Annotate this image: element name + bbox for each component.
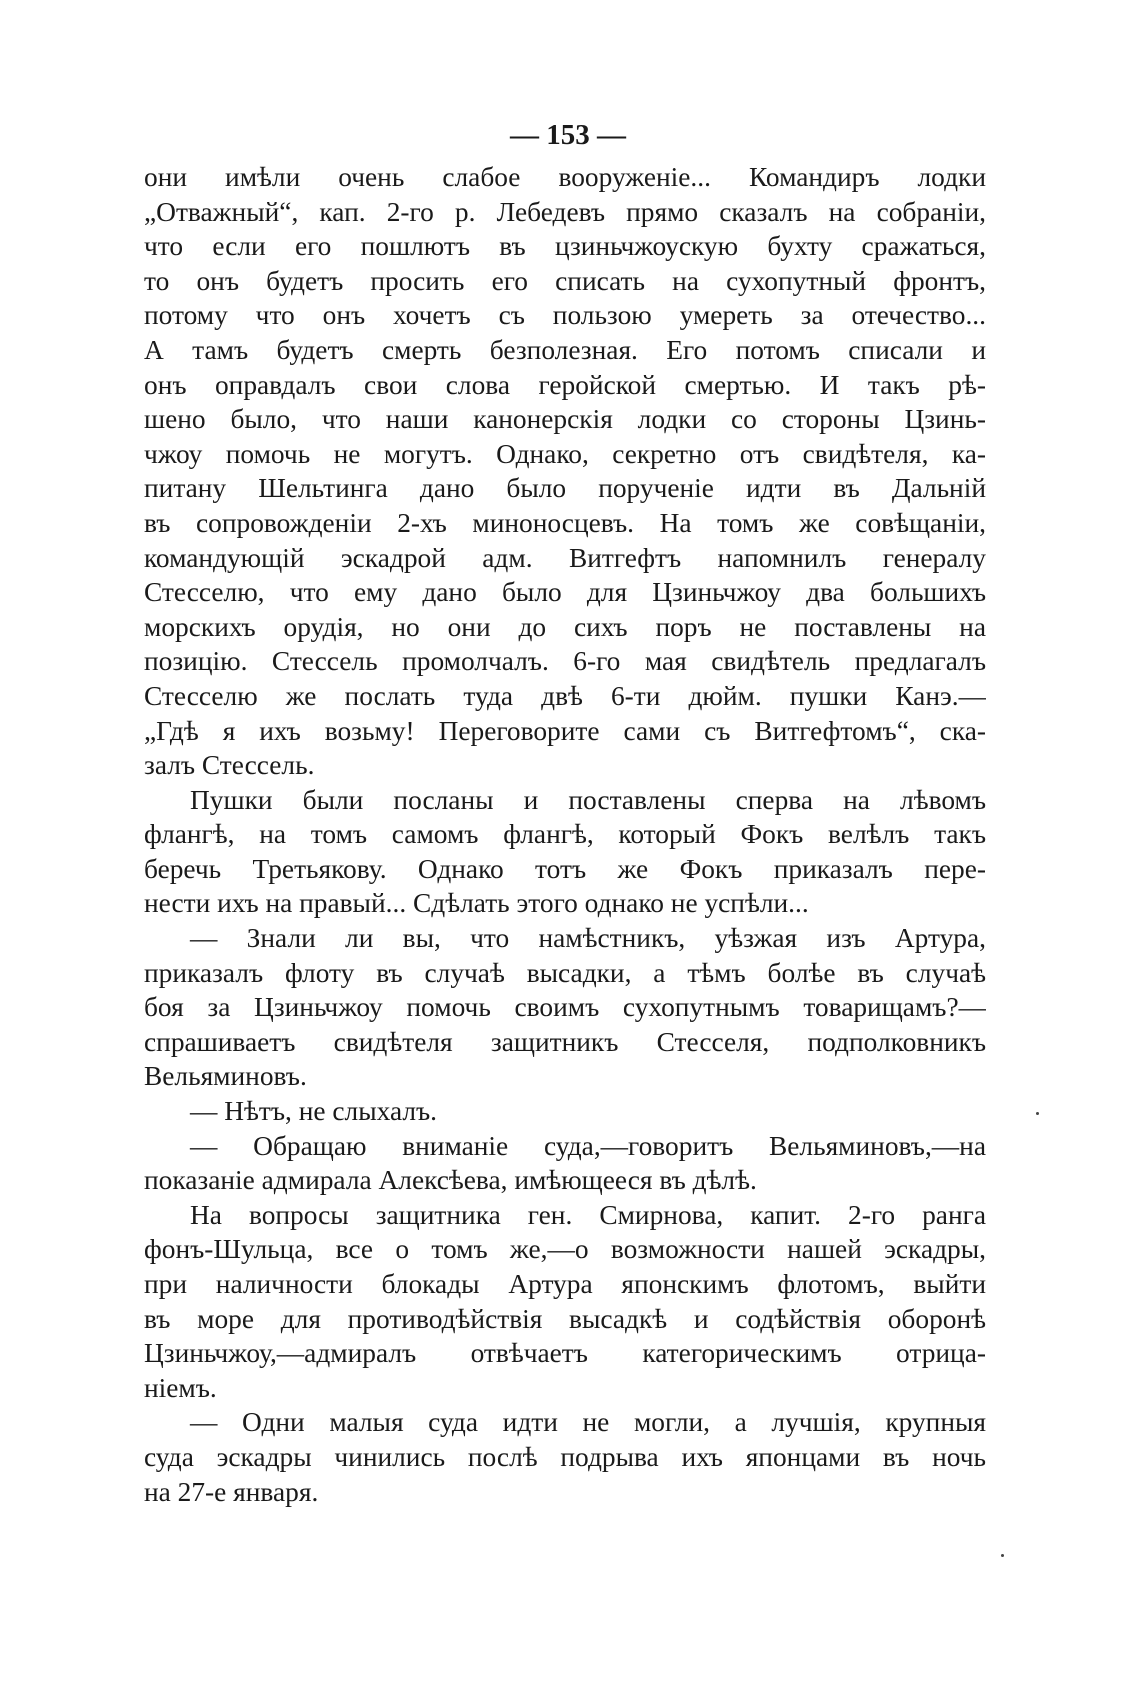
book-page — [144, 112, 986, 1509]
text-line: спрашиваетъ свидѣтеля защитникъ Стесселя, подполковникъ — [144, 1026, 986, 1057]
text-line: то онъ будетъ просить его списать на сухопутный фронтъ, — [144, 265, 986, 296]
text-line: что если его пошлютъ въ цзиньчжоускую бухту сражаться, — [144, 231, 986, 262]
text-line: онъ оправдалъ свои слова геройской смертью. И такъ рѣ- — [144, 369, 986, 400]
text-line: „Гдѣ я ихъ возьму! Переговорите сами съ Витгефтомъ“, ска- — [144, 715, 986, 746]
text-line: они имѣли очень слабое вооруженіе... Командиръ лодки — [144, 162, 986, 192]
text-line: суда эскадры чинились послѣ подрыва ихъ японцами въ ночь — [144, 1441, 986, 1472]
text-line: питану Шельтинга дано было порученіе идти въ Дальній — [144, 473, 986, 504]
text-line: при наличности блокады Артура японскимъ флотомъ, выйти — [144, 1269, 986, 1299]
text-line: Вельяминовъ. — [144, 1061, 307, 1092]
text-line: чжоу помочь не могутъ. Однако, секретно отъ свидѣтеля, ка- — [144, 438, 986, 469]
text-line: въ море для противодѣйствія высадкѣ и содѣйствія оборонѣ — [144, 1303, 986, 1334]
text-line: Цзиньчжоу,—адмиралъ отвѣчаетъ категорическимъ отрица- — [144, 1338, 986, 1369]
paragraph-start-line: — Одни малыя суда идти не могли, а лучшія, крупныя — [190, 1407, 986, 1438]
paragraph-start-line: — Нѣтъ, не слыхалъ. — [190, 1096, 438, 1127]
paragraph-start-line: На вопросы защитника ген. Смирнова, капит. 2-го ранга — [190, 1199, 986, 1230]
text-line: „Отважный“, кап. 2-го р. Лебедевъ прямо сказалъ на собраніи, — [144, 196, 986, 227]
paragraph-start-line: — Знали ли вы, что намѣстникъ, уѣзжая изъ Артура, — [190, 923, 986, 954]
text-line: командующій эскадрой адм. Витгефтъ напомнилъ генералу — [144, 542, 986, 573]
text-line: нести ихъ на правый... Сдѣлать этого однако не успѣли... — [144, 888, 809, 919]
text-line: фонъ-Шульца, все о томъ же,—о возможности нашей эскадры, — [144, 1234, 986, 1265]
body-text — [144, 160, 986, 1509]
ink-speck — [1036, 1112, 1039, 1115]
text-line: залъ Стессель. — [144, 750, 315, 781]
text-line: показаніе адмирала Алексѣева, имѣющееся въ дѣлѣ. — [144, 1165, 757, 1196]
text-line: ніемъ. — [144, 1372, 217, 1403]
text-line: флангѣ, на томъ самомъ флангѣ, который Фокъ велѣлъ такъ — [144, 819, 986, 850]
text-line: Стесселю, что ему дано было для Цзиньчжоу два большихъ — [144, 577, 986, 608]
text-line: морскихъ орудія, но они до сихъ поръ не поставлены на — [144, 611, 986, 642]
text-line: въ сопровожденіи 2-хъ миноносцевъ. На томъ же совѣщаніи, — [144, 507, 986, 538]
text-line: боя за Цзиньчжоу помочь своимъ сухопутнымъ товарищамъ?— — [144, 992, 986, 1023]
text-line: шено было, что наши канонерскія лодки со стороны Цзинь- — [144, 404, 986, 435]
text-line: беречь Третьякову. Однако тотъ же Фокъ приказалъ пере- — [144, 853, 986, 884]
text-line: Стесселю же послать туда двѣ 6-ти дюйм. пушки Канэ.— — [144, 680, 986, 711]
text-line: на 27-е января. — [144, 1476, 319, 1507]
text-line: потому что онъ хочетъ съ пользою умереть за отечество... — [144, 300, 986, 331]
text-line: позицію. Стессель промолчалъ. 6-го мая свидѣтель предлагалъ — [144, 646, 986, 677]
text-line: А тамъ будетъ смерть безполезная. Его потомъ списали и — [144, 334, 986, 365]
paragraph-start-line: Пушки были посланы и поставлены сперва на лѣвомъ — [190, 784, 986, 815]
page-number: — 153 — — [510, 119, 626, 151]
text-line: приказалъ флоту въ случаѣ высадки, а тѣмъ болѣе въ случаѣ — [144, 957, 986, 988]
paragraph-start-line: — Обращаю вниманіе суда,—говоритъ Вельяминовъ,—на — [190, 1130, 986, 1161]
ink-speck — [1001, 1554, 1004, 1557]
